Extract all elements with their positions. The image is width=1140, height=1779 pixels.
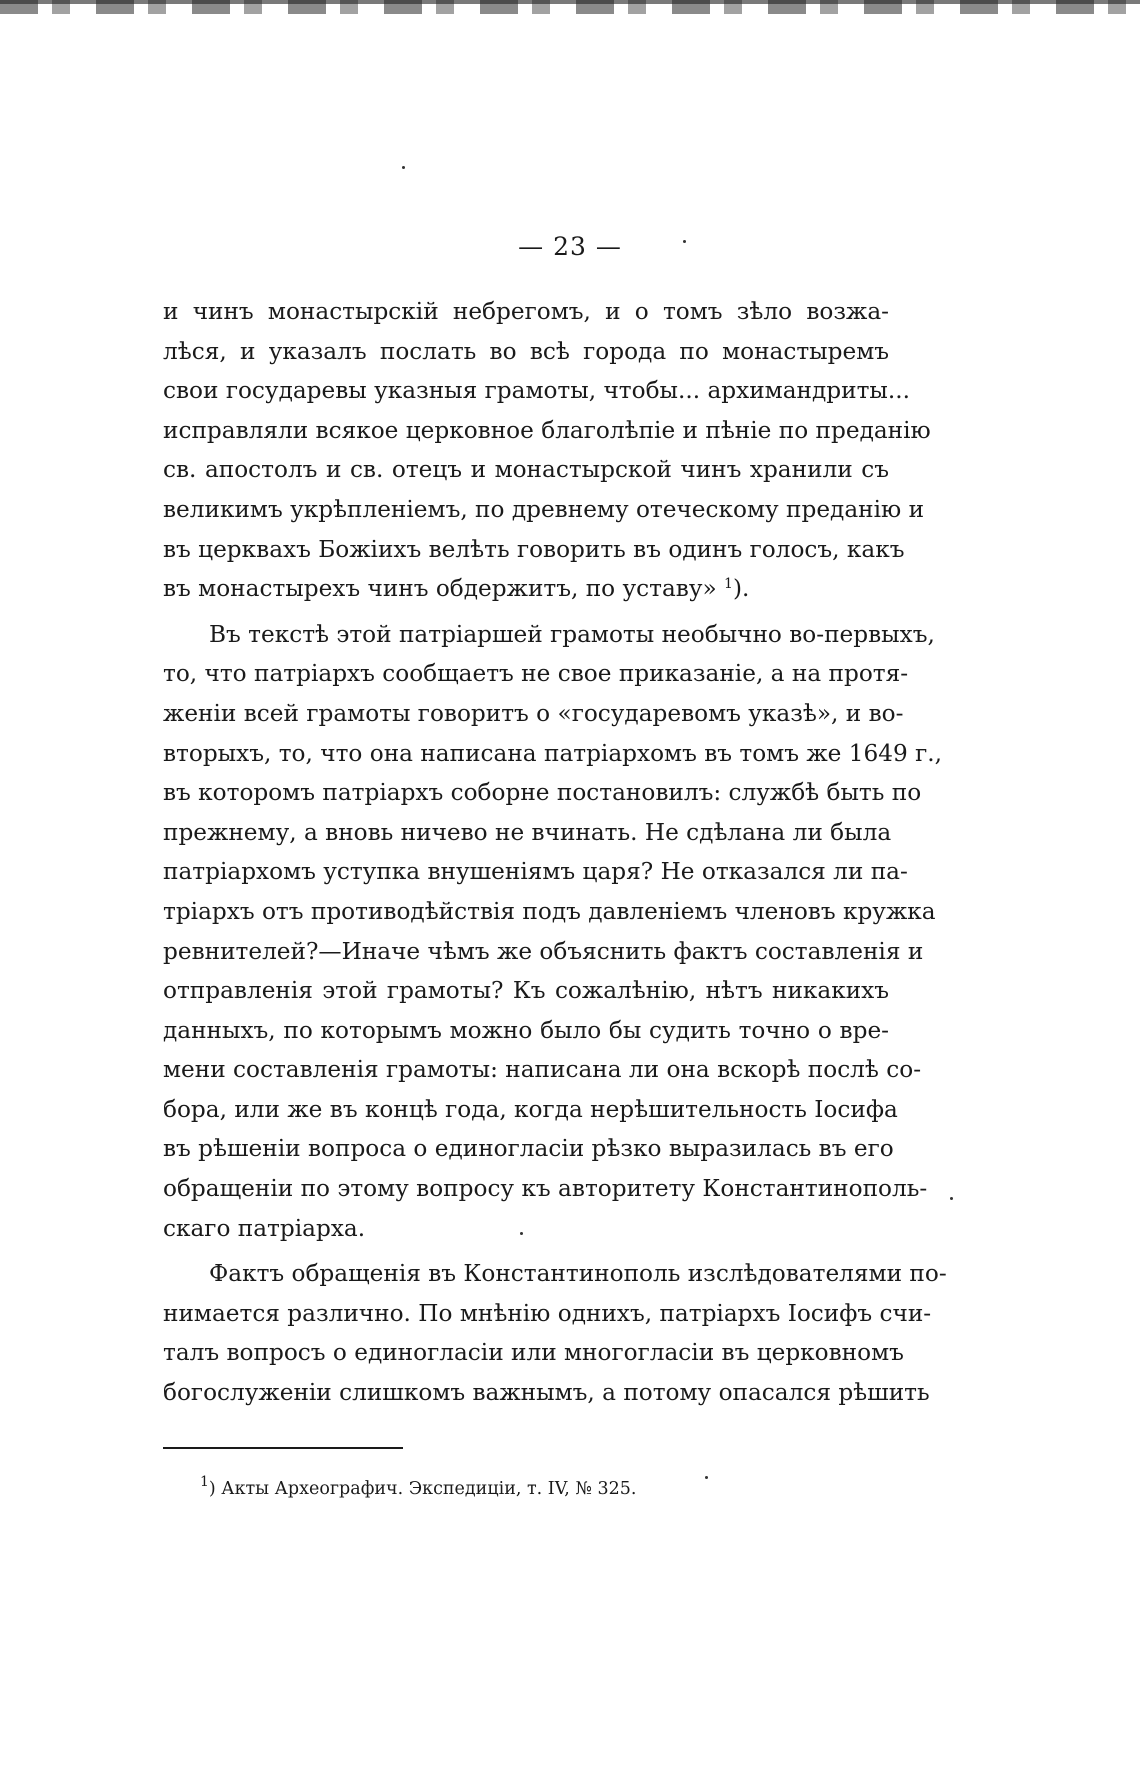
page-number: — 23 — [518, 232, 622, 261]
text-line: обращеніи по этому вопросу къ авторитету Константинополь- [163, 1175, 928, 1203]
text-line: прежнему, а вновь ничево не вчинать. Не сдѣлана ли была [163, 818, 892, 846]
text-line: исправляли всякое церковное благолѣпіе и пѣніе по преданію [163, 416, 931, 444]
paragraph-1 [163, 292, 931, 609]
text-line: въ рѣшеніи вопроса о единогласіи рѣзко выразилась въ его [163, 1135, 894, 1163]
text-line-tail: ). [732, 575, 750, 603]
text-line: талъ вопросъ о единогласіи или многогласіи въ церковномъ [163, 1339, 904, 1367]
body-text [163, 292, 947, 1413]
footnote-text: ) Акты Археографич. Экспедиціи, т. IV, № 325. [208, 1479, 637, 1499]
text-line: то, что патріархъ сообщаетъ не свое приказаніе, а на протя- [163, 660, 909, 688]
footnote-reference: 1 [724, 576, 733, 593]
text-line-content: въ монастырехъ чинъ обдержитъ, по уставу» [163, 575, 717, 603]
text-line: данныхъ, по которымъ можно было бы судить точно о вре- [163, 1016, 889, 1044]
text-line: ревнителей?—Иначе чѣмъ же объяснить фактъ составленія и [163, 937, 924, 965]
footnote-marker: 1 [200, 1474, 209, 1490]
text-line: женіи всей грамоты говоритъ о «государевомъ указѣ», и во- [163, 699, 904, 727]
scan-speck [402, 166, 405, 169]
text-line: Въ текстѣ этой патріаршей грамоты необычно во-первыхъ, [209, 620, 935, 648]
text-line: мени составленія грамоты: написана ли она вскорѣ послѣ со- [163, 1056, 922, 1084]
text-line: патріархомъ уступка внушеніямъ царя? Не отказался ли па- [163, 858, 908, 886]
text-line-last [163, 569, 889, 609]
text-line: богослуженіи слишкомъ важнымъ, а потому опасался рѣшить [163, 1379, 930, 1407]
text-line: нимается различно. По мнѣнію однихъ, патріархъ Іосифъ счи- [163, 1299, 932, 1327]
text-line-last: скаго патріарха. [163, 1214, 366, 1242]
text-line: Фактъ обращенія въ Константинополь изслѣдователями по- [209, 1260, 947, 1288]
text-line: въ церквахъ Божіихъ велѣть говорить въ одинъ голосъ, какъ [163, 535, 905, 563]
scan-speck [950, 1197, 953, 1200]
text-line: лѣся, и указалъ послать во всѣ города по монастыремъ [163, 337, 889, 365]
text-line: бора, или же въ концѣ года, когда нерѣшительность Іосифа [163, 1095, 898, 1123]
text-line: въ которомъ патріархъ соборне постановилъ: службѣ быть по [163, 779, 922, 807]
text-line: и чинъ монастырскій небрегомъ, и о томъ зѣло возжа- [163, 298, 889, 325]
text-line: вторыхъ, то, что она написана патріархомъ въ томъ же 1649 г., [163, 739, 943, 767]
footnote [200, 1474, 637, 1499]
text-line: свои государевы указныя грамоты, чтобы... архимандриты... [163, 377, 910, 405]
footnote-divider [163, 1447, 403, 1449]
text-line: отправленія этой грамоты? Къ сожалѣнію, нѣтъ никакихъ [163, 977, 889, 1005]
text-line: св. апостолъ и св. отецъ и монастырской чинъ хранили съ [163, 456, 889, 484]
scan-speck [705, 1476, 708, 1479]
scan-top-line [0, 0, 1140, 4]
text-line: тріархъ отъ противодѣйствія подъ давленіемъ членовъ кружка [163, 897, 936, 925]
paragraph-3 [163, 1254, 947, 1412]
text-line: великимъ укрѣпленіемъ, по древнему отеческому преданію и [163, 495, 925, 523]
paragraph-2 [163, 615, 943, 1249]
scan-speck [520, 1232, 523, 1235]
scan-speck [683, 240, 686, 243]
